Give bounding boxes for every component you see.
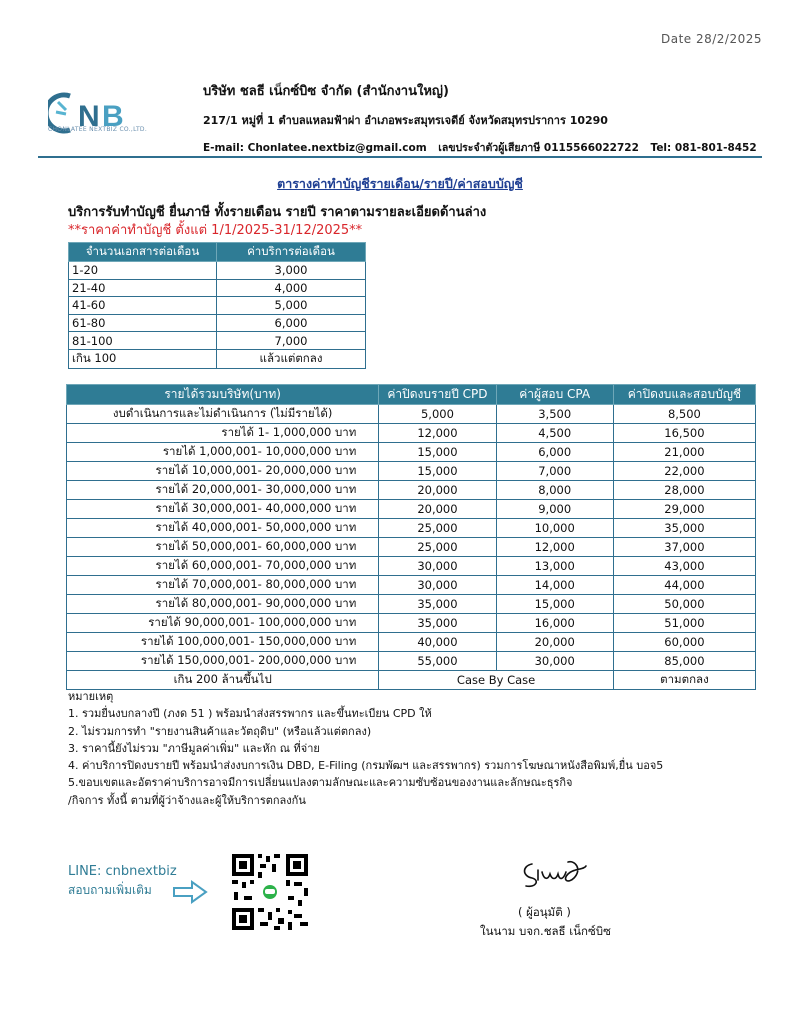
table-row xyxy=(67,671,756,690)
table-row xyxy=(67,633,756,652)
total-fee-cell: 44,000 xyxy=(613,576,755,595)
line-inquiry-label: สอบถามเพิ่มเติม xyxy=(68,883,152,897)
table-row xyxy=(67,538,756,557)
notes-section xyxy=(68,688,663,809)
company-contact xyxy=(203,139,765,156)
cpd-fee-cell: 25,000 xyxy=(379,519,496,538)
total-fee-cell: 28,000 xyxy=(613,481,755,500)
annual-fee-table xyxy=(66,384,756,690)
cpd-fee-cell: 35,000 xyxy=(379,595,496,614)
revenue-range-cell: รายได้ 70,000,001- 80,000,000 บาท xyxy=(67,576,379,595)
revenue-range-cell: รายได้ 90,000,001- 100,000,000 บาท xyxy=(67,614,379,633)
cpa-fee-cell: 4,500 xyxy=(496,424,613,443)
table-row xyxy=(67,481,756,500)
table-row xyxy=(67,576,756,595)
table-row xyxy=(69,349,366,368)
company-header xyxy=(203,80,765,156)
cpa-fee-cell: 12,000 xyxy=(496,538,613,557)
total-fee-cell: 51,000 xyxy=(613,614,755,633)
revenue-range-cell: รายได้ 60,000,001- 70,000,000 บาท xyxy=(67,557,379,576)
cpa-fee-cell: 6,000 xyxy=(496,443,613,462)
note-item: 5.ขอบเขตและอัตราค่าบริการอาจมีการเปลี่ยนแปลงตามลักษณะและความซับซ้อนของงานและลักษณะธุรกิจ xyxy=(68,776,573,790)
total-fee-cell: 37,000 xyxy=(613,538,755,557)
revenue-range-cell: รายได้ 1,000,001- 10,000,000 บาท xyxy=(67,443,379,462)
logo-company-text: CHONLATEE NEXTBIZ CO.,LTD. xyxy=(48,126,148,133)
svg-text:N: N xyxy=(78,100,100,133)
notes-list xyxy=(68,705,663,809)
table-row xyxy=(69,314,366,332)
table-row xyxy=(67,405,756,424)
table-row xyxy=(69,262,366,280)
monthly-fee-table xyxy=(68,242,366,369)
total-fee-cell: 43,000 xyxy=(613,557,755,576)
company-address: 217/1 หมู่ที่ 1 ตำบลแหลมฟ้าผ่า อำเภอพระสมุทรเจดีย์ จังหวัดสมุทรปราการ 10290 xyxy=(203,114,608,127)
table-row xyxy=(67,557,756,576)
qr-code-icon[interactable] xyxy=(230,852,310,932)
note-item: 4. ค่าบริการปิดงบรายปี พร้อมนำส่งงบการเงิน DBD, E-Filing (กรมพัฒฯ และสรรพากร) รวมการโฆษณาหนังสือพิมพ์,ยื่น บอจ5 xyxy=(68,759,664,773)
company-email: E-mail: Chonlatee.nextbiz@gmail.com xyxy=(203,142,427,154)
document-count-cell: 1-20 xyxy=(69,262,217,280)
column-header: รายได้รวมบริษัท(บาท) xyxy=(67,385,379,405)
cpd-fee-cell: 40,000 xyxy=(379,633,496,652)
total-fee-cell: 35,000 xyxy=(613,519,755,538)
line-id[interactable]: LINE: cnbnextbiz xyxy=(68,864,177,879)
table-row xyxy=(67,424,756,443)
arrow-right-icon xyxy=(172,880,208,904)
total-fee-cell: 29,000 xyxy=(613,500,755,519)
note-item: 1. รวมยื่นงบกลางปี (ภงด 51 ) พร้อมนำส่งสรรพากร และขึ้นทะเบียน CPD ให้ xyxy=(68,707,432,721)
table-row xyxy=(67,595,756,614)
column-header: จำนวนเอกสารต่อเดือน xyxy=(69,243,217,262)
cpa-fee-cell: 9,000 xyxy=(496,500,613,519)
document-count-cell: 21-40 xyxy=(69,279,217,297)
revenue-range-cell: รายได้ 80,000,001- 90,000,000 บาท xyxy=(67,595,379,614)
table-row xyxy=(67,500,756,519)
cpa-fee-cell: 30,000 xyxy=(496,652,613,671)
monthly-fee-cell: 6,000 xyxy=(217,314,366,332)
page-title: ตารางค่าทำบัญชีรายเดือน/รายปี/ค่าสอบบัญชี xyxy=(277,176,523,191)
annual-fee-rows xyxy=(67,405,756,690)
line-contact xyxy=(68,864,177,900)
service-description: บริการรับทำบัญชี ยื่นภาษี ทั้งรายเดือน รายปี ราคาตามรายละเอียดด้านล่าง xyxy=(68,205,487,220)
monthly-fee-cell: 3,000 xyxy=(217,262,366,280)
signature-mark xyxy=(518,856,590,892)
total-fee-cell: 22,000 xyxy=(613,462,755,481)
cpd-fee-cell: 35,000 xyxy=(379,614,496,633)
table-row xyxy=(67,462,756,481)
monthly-fee-cell: 5,000 xyxy=(217,297,366,315)
on-behalf-label: ในนาม บจก.ชลธี เน็กซ์บิซ xyxy=(480,924,611,938)
total-fee-cell: 8,500 xyxy=(613,405,755,424)
cpa-fee-cell: 20,000 xyxy=(496,633,613,652)
revenue-range-cell: รายได้ 100,000,001- 150,000,000 บาท xyxy=(67,633,379,652)
company-tax-id: เลขประจำตัวผู้เสียภาษี 0115566022722 xyxy=(438,142,639,154)
document-date: Date 28/2/2025 xyxy=(660,32,762,46)
table-row xyxy=(67,443,756,462)
document-count-cell: 41-60 xyxy=(69,297,217,315)
cpa-fee-cell: 3,500 xyxy=(496,405,613,424)
monthly-fee-cell: 7,000 xyxy=(217,332,366,350)
price-validity-note: **ราคาค่าทำบัญชี ตั้งแต่ 1/1/2025-31/12/2025** xyxy=(68,223,363,238)
revenue-range-cell: รายได้ 150,000,001- 200,000,000 บาท xyxy=(67,652,379,671)
total-fee-cell: 50,000 xyxy=(613,595,755,614)
table-row xyxy=(69,332,366,350)
revenue-range-cell: เกิน 200 ล้านขึ้นไป xyxy=(67,671,379,690)
document-count-cell: 81-100 xyxy=(69,332,217,350)
header-divider xyxy=(38,156,762,158)
company-name: บริษัท ชลธี เน็กซ์บิซ จำกัด (สำนักงานใหญ่) xyxy=(203,84,449,99)
cpa-fee-cell: 10,000 xyxy=(496,519,613,538)
case-by-case-cell: Case By Case xyxy=(379,671,614,690)
cpd-fee-cell: 15,000 xyxy=(379,443,496,462)
cpd-fee-cell: 5,000 xyxy=(379,405,496,424)
total-fee-cell: 85,000 xyxy=(613,652,755,671)
cpd-fee-cell: 30,000 xyxy=(379,576,496,595)
total-fee-cell: 16,500 xyxy=(613,424,755,443)
cpa-fee-cell: 13,000 xyxy=(496,557,613,576)
approver-label: ( ผู้อนุมัติ ) xyxy=(518,905,571,919)
table-row xyxy=(67,614,756,633)
cpd-fee-cell: 20,000 xyxy=(379,500,496,519)
cpa-fee-cell: 7,000 xyxy=(496,462,613,481)
note-item: 2. ไม่รวมการทำ "รายงานสินค้าและวัตถุดิบ" (หรือแล้วแต่ตกลง) xyxy=(68,724,372,738)
revenue-range-cell: รายได้ 50,000,001- 60,000,000 บาท xyxy=(67,538,379,557)
column-header: ค่าปิดงบรายปี CPD xyxy=(379,385,496,405)
document-count-cell: เกิน 100 xyxy=(69,349,217,368)
cpa-fee-cell: 14,000 xyxy=(496,576,613,595)
total-fee-cell: ตามตกลง xyxy=(613,671,755,690)
document-count-cell: 61-80 xyxy=(69,314,217,332)
cpa-fee-cell: 8,000 xyxy=(496,481,613,500)
table-row xyxy=(69,297,366,315)
cpd-fee-cell: 25,000 xyxy=(379,538,496,557)
cpd-fee-cell: 12,000 xyxy=(379,424,496,443)
monthly-fee-cell: แล้วแต่ตกลง xyxy=(217,349,366,368)
revenue-range-cell: รายได้ 30,000,001- 40,000,000 บาท xyxy=(67,500,379,519)
svg-text:B: B xyxy=(102,100,124,133)
cpd-fee-cell: 30,000 xyxy=(379,557,496,576)
revenue-range-cell: รายได้ 40,000,001- 50,000,000 บาท xyxy=(67,519,379,538)
total-fee-cell: 60,000 xyxy=(613,633,755,652)
table-row xyxy=(69,279,366,297)
revenue-range-cell: รายได้ 10,000,001- 20,000,000 บาท xyxy=(67,462,379,481)
column-header: ค่าบริการต่อเดือน xyxy=(217,243,366,262)
revenue-range-cell: งบดำเนินการและไม่ดำเนินการ (ไม่มีรายได้) xyxy=(67,405,379,424)
notes-heading: หมายเหตุ xyxy=(68,690,114,703)
column-header: ค่าผู้สอบ CPA xyxy=(496,385,613,405)
cpa-fee-cell: 15,000 xyxy=(496,595,613,614)
cpd-fee-cell: 55,000 xyxy=(379,652,496,671)
table-row xyxy=(67,519,756,538)
note-item: /กิจการ ทั้งนี้ ตามที่ผู้ว่าจ้างและผู้ให้บริการตกลงกัน xyxy=(68,793,306,807)
table-row xyxy=(67,652,756,671)
revenue-range-cell: รายได้ 1- 1,000,000 บาท xyxy=(67,424,379,443)
cpd-fee-cell: 20,000 xyxy=(379,481,496,500)
total-fee-cell: 21,000 xyxy=(613,443,755,462)
cpa-fee-cell: 16,000 xyxy=(496,614,613,633)
revenue-range-cell: รายได้ 20,000,001- 30,000,000 บาท xyxy=(67,481,379,500)
monthly-fee-cell: 4,000 xyxy=(217,279,366,297)
cpd-fee-cell: 15,000 xyxy=(379,462,496,481)
column-header: ค่าปิดงบและสอบบัญชี xyxy=(613,385,755,405)
note-item: 3. ราคานี้ยังไม่รวม "ภาษีมูลค่าเพิ่ม" และหัก ณ ที่จ่าย xyxy=(68,741,320,755)
monthly-fee-rows xyxy=(69,262,366,369)
company-tel: Tel: 081-801-8452 xyxy=(650,142,757,154)
